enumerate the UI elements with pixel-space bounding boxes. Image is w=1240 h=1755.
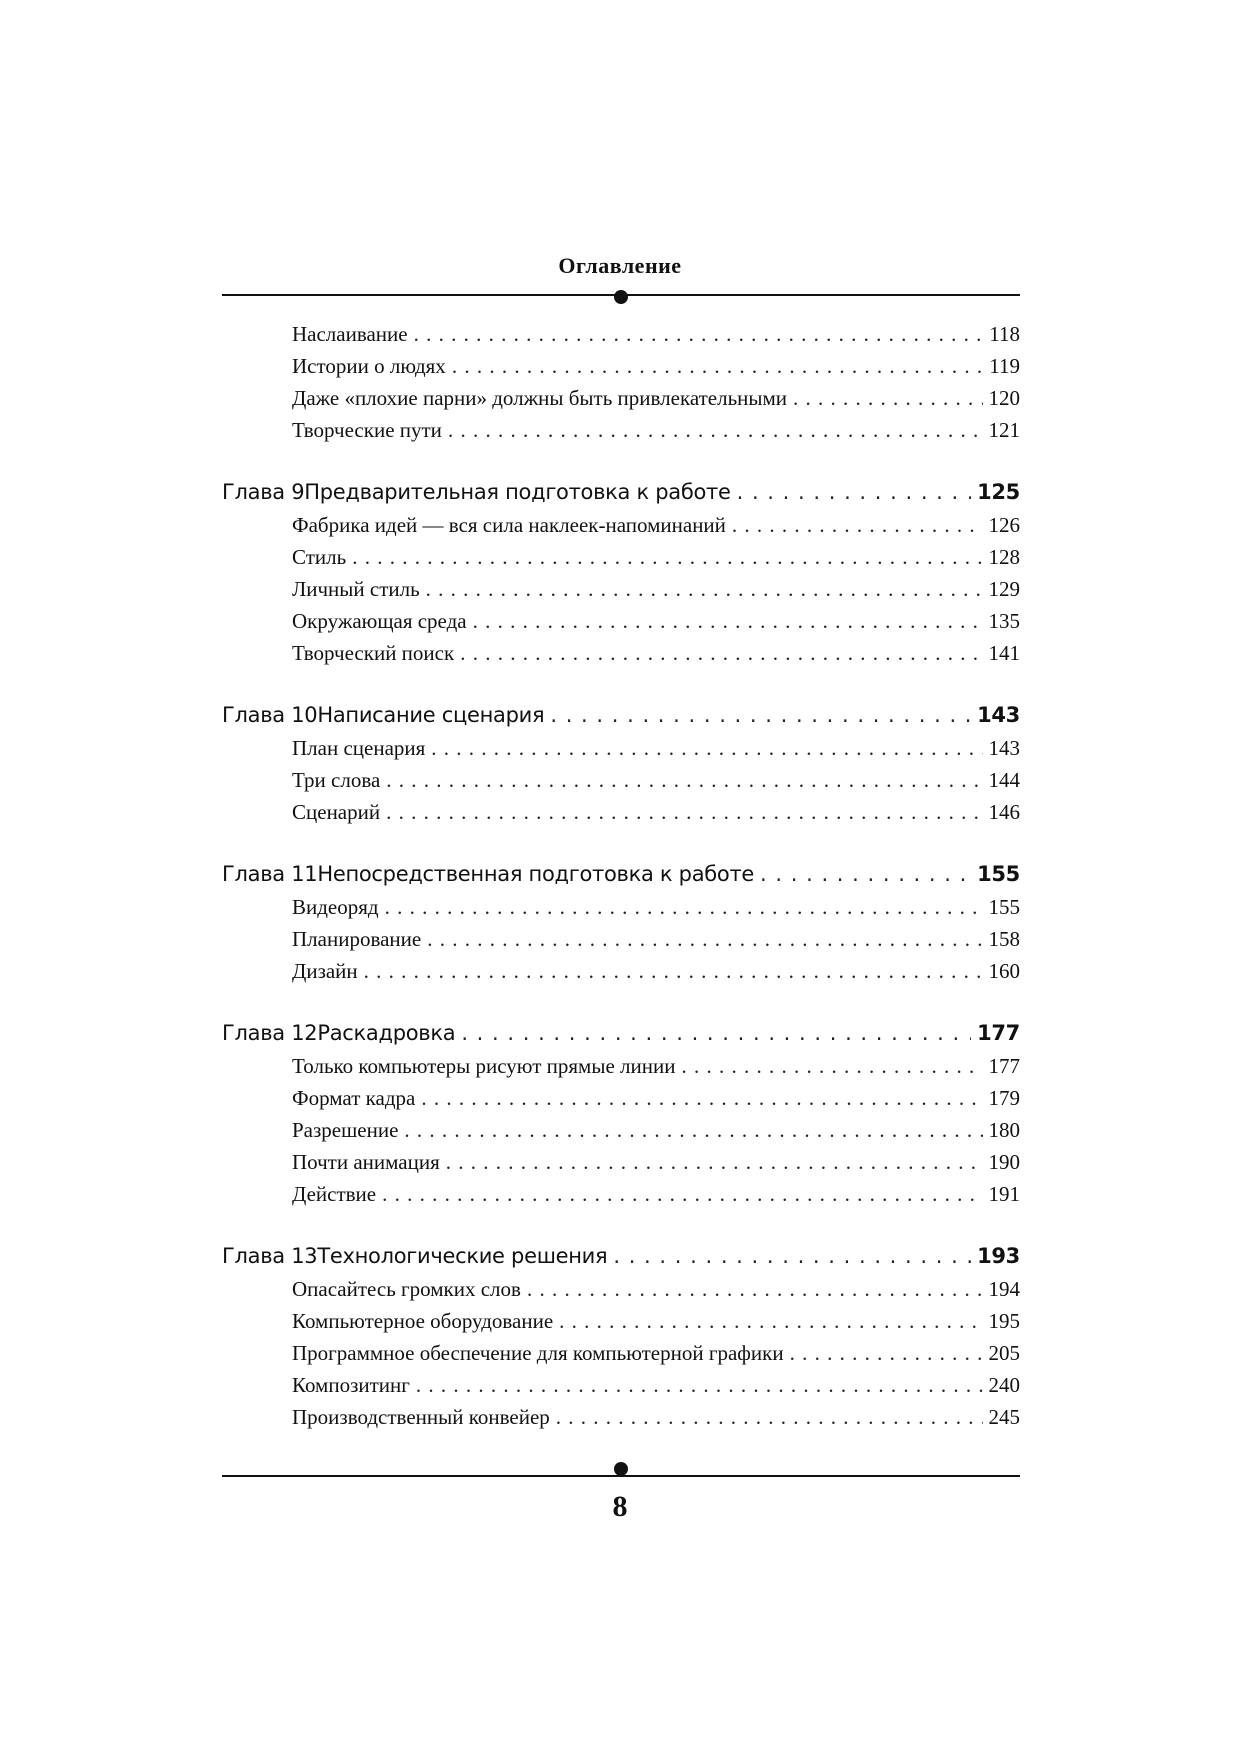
page-ref: 121 — [988, 418, 1020, 442]
page-ref: 146 — [988, 800, 1020, 824]
section-title: Действие — [292, 1182, 377, 1206]
dot-leader — [414, 318, 984, 350]
dot-leader — [382, 1178, 982, 1210]
dot-leader — [452, 350, 983, 382]
toc-section-entry — [222, 1178, 1020, 1210]
toc-section-entry — [222, 541, 1020, 573]
page-ref: 205 — [988, 1341, 1020, 1365]
section-title: Программное обеспечение для компьютерной графики — [292, 1341, 784, 1365]
toc-section-entry — [222, 891, 1020, 923]
dot-leader — [364, 955, 983, 987]
header-divider — [222, 294, 1020, 296]
section-title: План сценария — [292, 736, 426, 760]
dot-leader — [559, 1305, 982, 1337]
page-ref: 177 — [988, 1054, 1020, 1078]
section-title: Композитинг — [292, 1373, 410, 1397]
toc-section-entry — [222, 573, 1020, 605]
section-title: Фабрика идей — вся сила наклеек-напоминаний — [292, 513, 726, 537]
page-ref: 141 — [988, 641, 1020, 665]
dot-leader — [352, 541, 982, 573]
divider-dot — [614, 1462, 628, 1476]
page-ref: 135 — [988, 609, 1020, 633]
toc-section-entry — [222, 1082, 1020, 1114]
page-ref: 119 — [989, 354, 1020, 378]
dot-leader — [385, 891, 983, 923]
page-ref: 190 — [988, 1150, 1020, 1174]
page-ref: 143 — [988, 736, 1020, 760]
chapter-number: Глава 9 — [222, 480, 305, 504]
table-of-contents — [222, 318, 1020, 1433]
page-ref: 194 — [988, 1277, 1020, 1301]
toc-section-entry — [222, 764, 1020, 796]
page-ref: 179 — [988, 1086, 1020, 1110]
toc-section-entry — [222, 796, 1020, 828]
page-ref: 160 — [988, 959, 1020, 983]
page-ref: 144 — [988, 768, 1020, 792]
chapter-number: Глава 11 — [222, 862, 318, 886]
page-ref: 143 — [977, 703, 1020, 727]
dot-leader — [760, 858, 971, 891]
section-title: Окружающая среда — [292, 609, 467, 633]
page-ref: 177 — [977, 1021, 1020, 1045]
toc-section-entry — [222, 1369, 1020, 1401]
page-ref: 158 — [988, 927, 1020, 951]
toc-section-entry — [222, 732, 1020, 764]
section-title: Опасайтесь громких слов — [292, 1277, 521, 1301]
page-ref: 245 — [988, 1405, 1020, 1429]
section-title: Стиль — [292, 545, 347, 569]
dot-leader — [404, 1114, 982, 1146]
page-ref: 120 — [988, 386, 1020, 410]
dot-leader — [737, 476, 971, 509]
dot-leader — [790, 1337, 983, 1369]
chapter-title: Предварительная подготовка к работе — [304, 480, 731, 504]
page-ref: 125 — [977, 480, 1020, 504]
page-number: 8 — [612, 1490, 628, 1523]
page-ref: 129 — [988, 577, 1020, 601]
toc-section-entry — [222, 382, 1020, 414]
page-ref: 240 — [988, 1373, 1020, 1397]
dot-leader — [473, 605, 983, 637]
toc-section-entry — [222, 1146, 1020, 1178]
dot-leader — [446, 1146, 983, 1178]
page-ref: 195 — [988, 1309, 1020, 1333]
section-title: Формат кадра — [292, 1086, 416, 1110]
section-title: Разрешение — [292, 1118, 399, 1142]
page-ref: 180 — [988, 1118, 1020, 1142]
chapter-title: Написание сценария — [317, 703, 545, 727]
section-title: Производственный конвейер — [292, 1405, 550, 1429]
toc-chapter-entry — [222, 1017, 1020, 1050]
dot-leader — [421, 1082, 982, 1114]
toc-section-entry — [222, 318, 1020, 350]
section-title: Личный стиль — [292, 577, 420, 601]
dot-leader — [732, 509, 983, 541]
toc-section-entry — [222, 350, 1020, 382]
chapter-title: Технологические решения — [317, 1244, 608, 1268]
toc-section-entry — [222, 414, 1020, 446]
toc-section-entry — [222, 1305, 1020, 1337]
toc-section-entry — [222, 637, 1020, 669]
toc-chapter-entry — [222, 1240, 1020, 1273]
dot-leader — [448, 414, 983, 446]
toc-section-entry — [222, 955, 1020, 987]
dot-leader — [386, 796, 982, 828]
footer-divider — [222, 1475, 1020, 1477]
chapter-number: Глава 10 — [222, 703, 318, 727]
page-ref: 155 — [988, 895, 1020, 919]
page-ref: 128 — [988, 545, 1020, 569]
chapter-title: Раскадровка — [317, 1021, 456, 1045]
section-title: Творческий поиск — [292, 641, 455, 665]
dot-leader — [461, 1017, 971, 1050]
toc-chapter-entry — [222, 699, 1020, 732]
toc-section-entry — [222, 1050, 1020, 1082]
page-ref: 155 — [977, 862, 1020, 886]
section-title: Компьютерное оборудование — [292, 1309, 554, 1333]
page-header-title: Оглавление — [558, 253, 682, 278]
toc-section-entry — [222, 509, 1020, 541]
divider-dot — [614, 290, 628, 304]
section-title: Даже «плохие парни» должны быть привлекательными — [292, 386, 788, 410]
dot-leader — [386, 764, 982, 796]
section-title: Видеоряд — [292, 895, 379, 919]
dot-leader — [613, 1240, 971, 1273]
dot-leader — [460, 637, 982, 669]
toc-section-entry — [222, 1273, 1020, 1305]
section-title: Истории о людях — [292, 354, 446, 378]
section-title: Дизайн — [292, 959, 358, 983]
page-ref: 193 — [977, 1244, 1020, 1268]
dot-leader — [416, 1369, 983, 1401]
toc-section-entry — [222, 1401, 1020, 1433]
dot-leader — [681, 1050, 982, 1082]
toc-chapter-entry — [222, 476, 1020, 509]
section-title: Наслаивание — [292, 322, 408, 346]
toc-section-entry — [222, 1114, 1020, 1146]
toc-section-entry — [222, 923, 1020, 955]
chapter-number: Глава 13 — [222, 1244, 318, 1268]
section-title: Планирование — [292, 927, 422, 951]
dot-leader — [556, 1401, 983, 1433]
toc-section-entry — [222, 1337, 1020, 1369]
toc-section-entry — [222, 605, 1020, 637]
page-ref: 191 — [988, 1182, 1020, 1206]
section-title: Творческие пути — [292, 418, 442, 442]
section-title: Только компьютеры рисуют прямые линии — [292, 1054, 676, 1078]
chapter-number: Глава 12 — [222, 1021, 318, 1045]
dot-leader — [427, 923, 982, 955]
page-ref: 126 — [988, 513, 1020, 537]
section-title: Три слова — [292, 768, 381, 792]
section-title: Сценарий — [292, 800, 381, 824]
page-ref: 118 — [989, 322, 1020, 346]
toc-chapter-entry — [222, 858, 1020, 891]
dot-leader — [527, 1273, 983, 1305]
dot-leader — [793, 382, 982, 414]
section-title: Почти анимация — [292, 1150, 440, 1174]
dot-leader — [431, 732, 982, 764]
dot-leader — [550, 699, 971, 732]
dot-leader — [426, 573, 983, 605]
chapter-title: Непосредственная подготовка к работе — [317, 862, 755, 886]
